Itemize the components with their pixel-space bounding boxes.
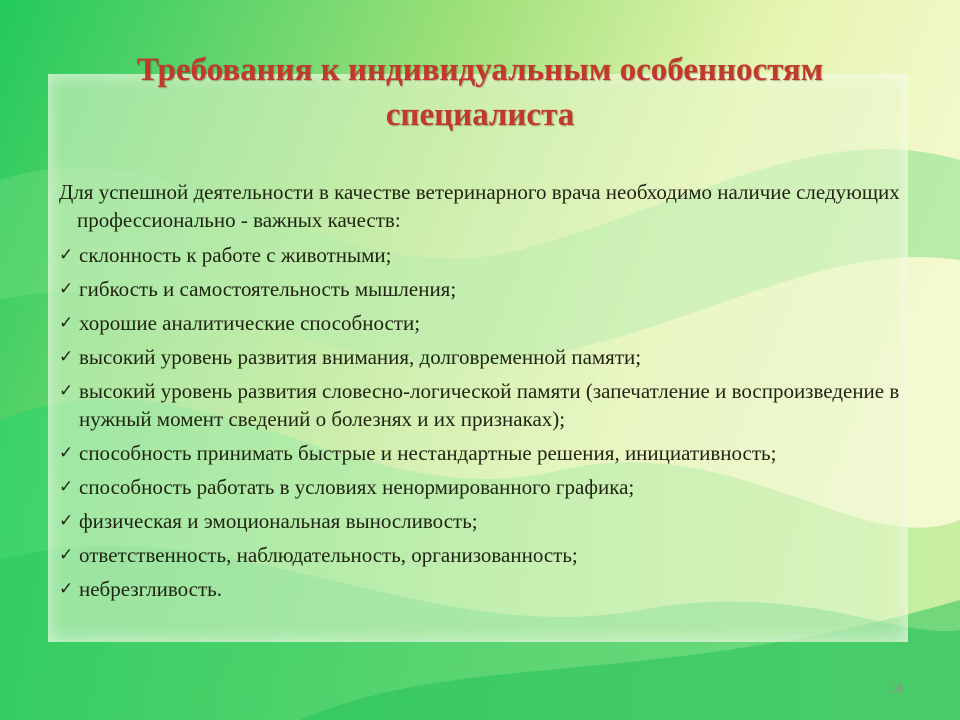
slide-title [40, 48, 920, 138]
list-item-text: высокий уровень развития словесно-логической памяти (запечатление и воспроизведение в нужный момент сведений о болезнях и их признаках); [79, 379, 900, 431]
checkmark-icon: ✓ [59, 511, 74, 531]
list-item [59, 241, 909, 269]
list-item-text: способность принимать быстрые и нестандартные решения, инициативность; [79, 441, 777, 465]
list-item [59, 309, 909, 337]
page-number: 14 [887, 680, 903, 696]
list-item [59, 343, 909, 371]
list-item [59, 275, 909, 303]
list-item [59, 575, 909, 603]
checkmark-icon: ✓ [59, 477, 74, 497]
intro-paragraph: Для успешной деятельности в качестве ветеринарного врача необходимо наличие следующих профессионально - важных качеств: [59, 180, 900, 232]
slide-body [59, 178, 909, 609]
list-item [59, 541, 909, 569]
list-item [59, 439, 909, 467]
checkmark-icon: ✓ [59, 545, 74, 565]
list-item-text: хорошие аналитические способности; [79, 311, 421, 335]
list-item-text: склонность к работе с животными; [79, 243, 392, 267]
list-item-text: высокий уровень развития внимания, долговременной памяти; [79, 345, 642, 369]
list-item [59, 507, 909, 535]
checkmark-icon: ✓ [59, 347, 74, 367]
checkmark-icon: ✓ [59, 579, 74, 599]
checkmark-icon: ✓ [59, 443, 74, 463]
list-item [59, 473, 909, 501]
checkmark-icon: ✓ [59, 245, 74, 265]
checkmark-icon: ✓ [59, 381, 74, 401]
list-item-text: небрезгливость. [79, 577, 223, 601]
list-item-text: гибкость и самостоятельность мышления; [79, 277, 457, 301]
list-item-text: способность работать в условиях ненормированного графика; [79, 475, 635, 499]
title-line-1: Требования к индивидуальным особенностям [136, 52, 824, 88]
checkmark-icon: ✓ [59, 313, 74, 333]
list-item [59, 377, 909, 433]
checkmark-icon: ✓ [59, 279, 74, 299]
title-line-2: специалиста [385, 97, 575, 133]
list-item-text: физическая и эмоциональная выносливость; [79, 509, 478, 533]
list-item-text: ответственность, наблюдательность, организованность; [79, 543, 578, 567]
